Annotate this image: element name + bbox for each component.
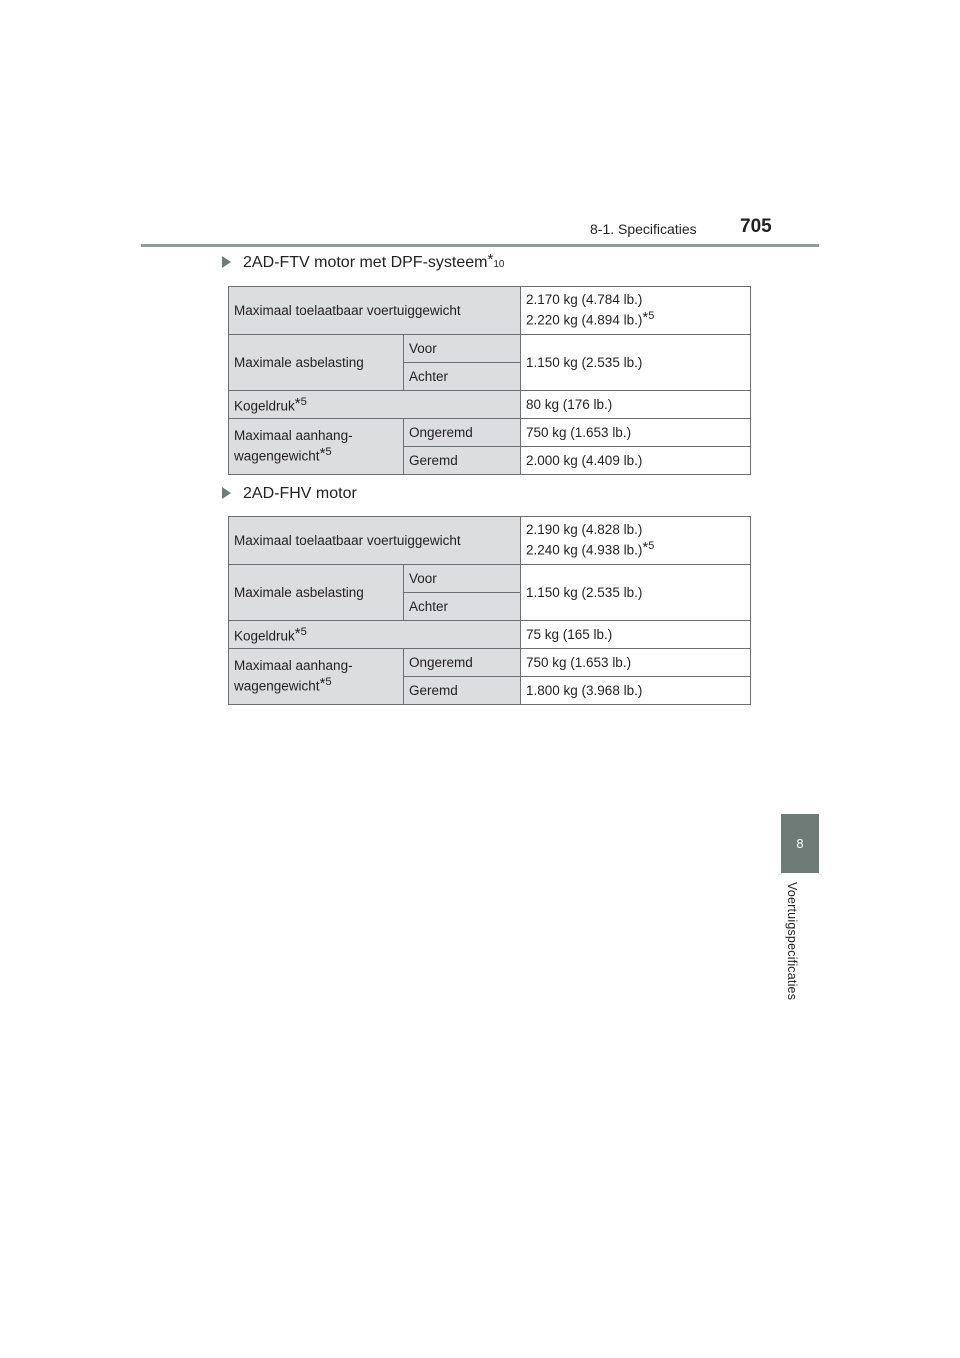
heading-text: 2AD-FHV motor [243, 485, 357, 502]
chapter-title: Voertuigspecificaties [785, 882, 799, 1001]
ball-label [229, 391, 521, 419]
table-row [229, 649, 751, 677]
section-title: 8-1. Specificaties [590, 221, 697, 237]
gvw-value-line: 2.170 kg (4.784 lb.) [526, 292, 643, 308]
asterisk-mark: * [319, 674, 326, 692]
footnote-ref: 5 [648, 310, 655, 323]
ball-label-text: Kogeldruk [234, 398, 295, 414]
footnote-ref: 5 [325, 676, 332, 689]
spec-table-ftv [228, 286, 751, 475]
trailer-label-text: wagengewicht [234, 448, 320, 464]
spec-table-fhv [228, 516, 751, 705]
asterisk-mark: * [294, 624, 301, 642]
unbraked-label: Ongeremd [404, 649, 521, 677]
table-row [229, 621, 751, 649]
gvw-value-line: 2.190 kg (4.828 lb.) [526, 522, 643, 538]
axle-label: Maximale asbelasting [229, 565, 404, 621]
header-divider [141, 244, 819, 247]
gvw-label: Maximaal toelaatbaar voertuiggewicht [229, 287, 521, 335]
gvw-value-text: 2.240 kg (4.938 lb.) [526, 542, 643, 558]
axle-front-label: Voor [404, 335, 521, 363]
asterisk-mark: * [642, 538, 649, 556]
axle-front-label: Voor [404, 565, 521, 593]
axle-rear-label: Achter [404, 593, 521, 621]
chapter-tab[interactable] [781, 814, 819, 873]
unbraked-label: Ongeremd [404, 419, 521, 447]
gvw-value-text: 2.220 kg (4.894 lb.) [526, 312, 643, 328]
table-row [229, 517, 751, 565]
axle-value: 1.150 kg (2.535 lb.) [521, 565, 751, 621]
section-heading-fhv [222, 485, 357, 503]
asterisk-mark: * [487, 251, 494, 268]
heading-text: 2AD-FTV motor met DPF-systeem [243, 254, 488, 271]
ball-label [229, 621, 521, 649]
asterisk-mark: * [294, 394, 301, 412]
footnote-ref: 5 [648, 540, 655, 553]
ball-label-text: Kogeldruk [234, 628, 295, 644]
table-row [229, 419, 751, 447]
axle-value: 1.150 kg (2.535 lb.) [521, 335, 751, 391]
gvw-value-line [526, 308, 745, 329]
trailer-label [229, 649, 404, 705]
table-row [229, 565, 751, 593]
axle-label: Maximale asbelasting [229, 335, 404, 391]
table-row [229, 391, 751, 419]
trailer-label [229, 419, 404, 475]
table-row [229, 335, 751, 363]
chapter-number: 8 [796, 836, 804, 851]
trailer-label-line: Maximaal aanhang- [234, 658, 353, 674]
table-row [229, 287, 751, 335]
unbraked-value: 750 kg (1.653 lb.) [521, 649, 751, 677]
footnote-ref: 10 [493, 259, 505, 270]
axle-rear-label: Achter [404, 363, 521, 391]
trailer-label-text: wagengewicht [234, 678, 320, 694]
gvw-value [521, 517, 751, 565]
footnote-ref: 5 [300, 626, 307, 639]
ball-value: 80 kg (176 lb.) [521, 391, 751, 419]
asterisk-mark: * [319, 444, 326, 462]
braked-label: Geremd [404, 677, 521, 705]
braked-value: 1.800 kg (3.968 lb.) [521, 677, 751, 705]
triangle-bullet-icon [222, 256, 231, 268]
trailer-label-line [234, 674, 398, 695]
trailer-label-line: Maximaal aanhang- [234, 428, 353, 444]
page-number: 705 [740, 216, 772, 237]
triangle-bullet-icon [222, 487, 231, 499]
braked-label: Geremd [404, 447, 521, 475]
footnote-ref: 5 [325, 446, 332, 459]
section-heading-ftv [222, 251, 505, 272]
gvw-value [521, 287, 751, 335]
gvw-label: Maximaal toelaatbaar voertuiggewicht [229, 517, 521, 565]
footnote-ref: 5 [300, 396, 307, 409]
gvw-value-line [526, 538, 745, 559]
braked-value: 2.000 kg (4.409 lb.) [521, 447, 751, 475]
unbraked-value: 750 kg (1.653 lb.) [521, 419, 751, 447]
ball-value: 75 kg (165 lb.) [521, 621, 751, 649]
trailer-label-line [234, 444, 398, 465]
asterisk-mark: * [642, 308, 649, 326]
